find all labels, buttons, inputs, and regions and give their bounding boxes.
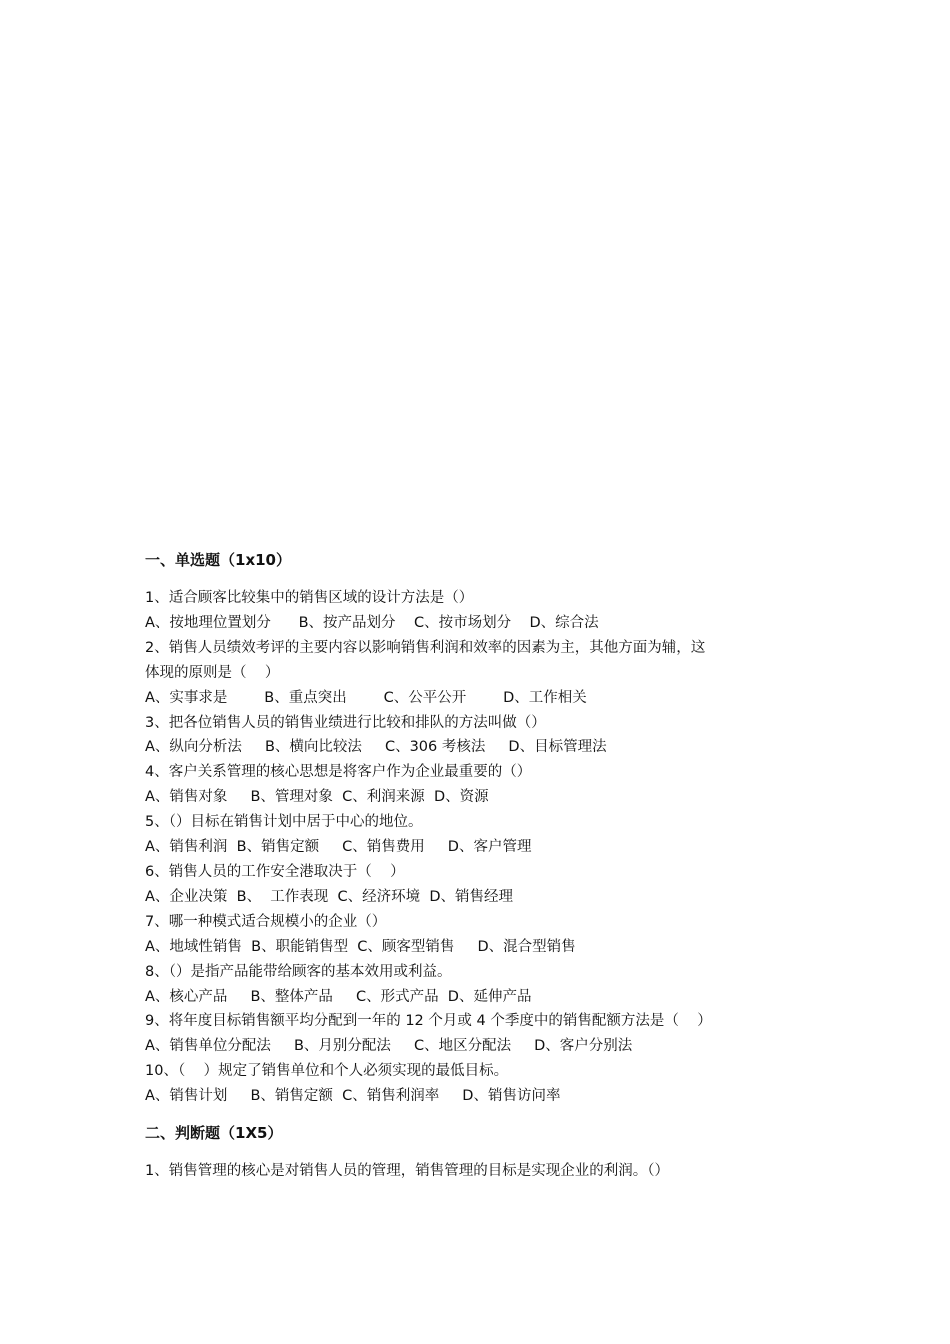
question-text-continued: 体现的原则是（ ） <box>145 664 280 681</box>
question-text: 6、销售人员的工作安全港取决于（ ） <box>145 863 405 880</box>
section-heading-true-false: 二、判断题（1X5） <box>145 1124 283 1143</box>
answer-options: A、按地理位置划分 B、按产品划分 C、按市场划分 D、综合法 <box>145 614 599 631</box>
question-text: 7、哪一种模式适合规模小的企业（） <box>145 913 387 930</box>
question-text: 3、把各位销售人员的销售业绩进行比较和排队的方法叫做（） <box>145 714 546 731</box>
answer-options: A、纵向分析法 B、横向比较法 C、306 考核法 D、目标管理法 <box>145 739 607 756</box>
question-text: 8、（）是指产品能带给顾客的基本效用或利益。 <box>145 963 452 980</box>
question-text: 1、销售管理的核心是对销售人员的管理，销售管理的目标是实现企业的利润。（） <box>145 1163 669 1180</box>
question-text: 5、（）目标在销售计划中居于中心的地位。 <box>145 814 423 831</box>
question-text: 4、客户关系管理的核心思想是将客户作为企业最重要的（） <box>145 764 532 781</box>
question-text: 9、将年度目标销售额平均分配到一年的 12 个月或 4 个季度中的销售配额方法是（ ） <box>145 1013 712 1030</box>
document-content <box>145 548 805 1184</box>
question-text: 10、（ ）规定了销售单位和个人必须实现的最低目标。 <box>145 1063 509 1080</box>
question-text: 2、销售人员绩效考评的主要内容以影响销售利润和效率的因素为主，其他方面为辅，这 <box>145 639 706 656</box>
true-false-questions <box>145 1159 805 1184</box>
question-text: 1、适合顾客比较集中的销售区域的设计方法是（） <box>145 590 474 606</box>
answer-options: A、销售对象 B、管理对象 C、利润来源 D、资源 <box>145 789 489 806</box>
section-heading-single-choice: 一、单选题（1x10） <box>145 551 291 569</box>
answer-options: A、地域性销售 B、职能销售型 C、顾客型销售 D、混合型销售 <box>145 938 576 955</box>
answer-options: A、销售计划 B、销售定额 C、销售利润率 D、销售访问率 <box>145 1088 561 1105</box>
single-choice-questions <box>145 586 805 1109</box>
answer-options: A、销售单位分配法 B、月别分配法 C、地区分配法 D、客户分别法 <box>145 1038 633 1055</box>
answer-options: A、销售利润 B、销售定额 C、销售费用 D、客户管理 <box>145 839 532 856</box>
answer-options: A、企业决策 B、 工作表现 C、经济环境 D、销售经理 <box>145 888 514 905</box>
answer-options: A、实事求是 B、重点突出 C、公平公开 D、工作相关 <box>145 689 587 706</box>
answer-options: A、核心产品 B、整体产品 C、形式产品 D、延伸产品 <box>145 988 532 1005</box>
